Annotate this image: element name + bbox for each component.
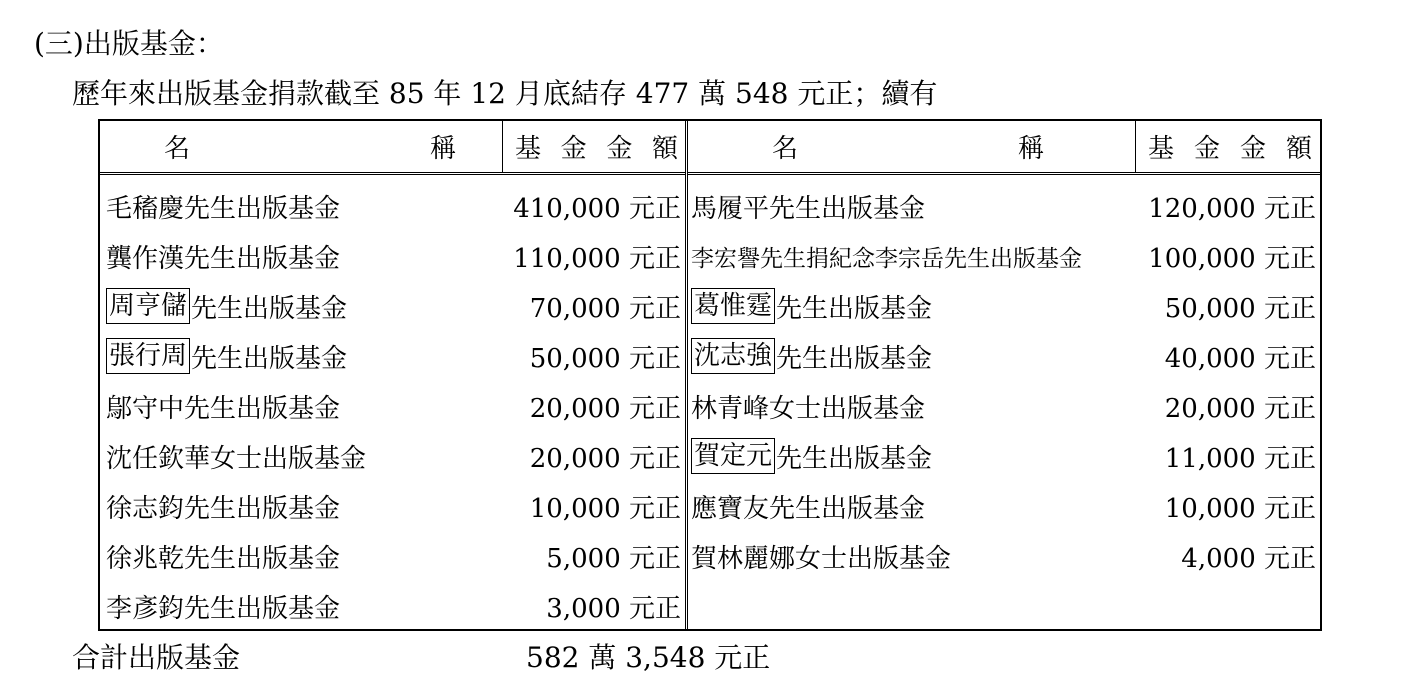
fund-name [691,481,925,531]
fund-name [691,531,951,581]
fund-amount: 5,000 元正 [546,543,681,574]
fund-name [691,181,925,231]
fund-name [691,281,932,331]
fund-name-text: 沈任欽華女士出版基金 [106,443,367,474]
fund-name [106,531,340,581]
boxed-name: 葛惟霆 [691,288,775,324]
header-amount-char: 基 [1148,134,1175,164]
fund-name-text: 毛稸慶先生出版基金 [106,193,341,224]
fund-name-text: 應寶友先生出版基金 [691,493,926,524]
header-name-char-2: 稱 [1017,134,1044,164]
fund-name [106,381,340,431]
header-amount-char: 金 [560,134,587,164]
fund-name [106,281,347,331]
header-name-char-1: 名 [772,134,799,164]
fund-name-text: 先生出版基金 [776,443,933,474]
fund-amount: 50,000 元正 [529,343,681,374]
fund-name-text: 徐兆乾先生出版基金 [106,543,341,574]
table-row [100,331,685,381]
fund-name [691,331,932,381]
fund-name-text: 先生出版基金 [776,293,933,324]
fund-name [106,331,347,381]
fund-amount: 70,000 元正 [529,293,681,324]
fund-name-text: 先生出版基金 [191,293,348,324]
boxed-name: 周亨儲 [106,288,190,324]
header-name-char-2: 稱 [429,134,456,164]
fund-name-text: 先生出版基金 [776,343,933,374]
fund-table [98,119,1322,631]
left-rows [100,181,685,631]
fund-table-left-half [100,121,688,629]
fund-name-text: 李宏譽先生捐紀念李宗岳先生出版基金 [691,245,1082,272]
table-row [100,181,685,231]
fund-name-text: 李彥鈞先生出版基金 [106,593,341,624]
table-row [688,381,1320,431]
total-value: 582 萬 3,548 元正 [526,641,771,674]
table-header [688,121,1320,175]
fund-amount: 4,000 元正 [1181,543,1316,574]
table-row [688,431,1320,481]
fund-amount: 20,000 元正 [1164,393,1316,424]
header-amount [502,121,684,172]
table-row [100,381,685,431]
fund-name [691,381,925,431]
fund-amount: 20,000 元正 [529,443,681,474]
boxed-name: 沈志強 [691,338,775,374]
fund-table-right-half [688,121,1320,629]
header-name-char-1: 名 [164,134,191,164]
table-row [688,231,1320,281]
header-amount [1135,121,1318,172]
fund-name-text: 馬履平先生出版基金 [691,193,926,224]
table-row [688,531,1320,581]
fund-name [691,431,932,481]
fund-amount: 110,000 元正 [513,243,681,274]
fund-name-text: 林青峰女士出版基金 [691,393,926,424]
fund-amount: 20,000 元正 [529,393,681,424]
boxed-name: 張行周 [106,338,190,374]
table-row [100,531,685,581]
header-amount-char: 金 [606,134,633,164]
header-amount-char: 金 [1239,134,1266,164]
fund-amount: 50,000 元正 [1164,293,1316,324]
fund-amount: 410,000 元正 [513,193,681,224]
fund-name-text: 賀林麗娜女士出版基金 [691,543,952,574]
fund-name [106,481,340,531]
fund-name-text: 徐志鈞先生出版基金 [106,493,341,524]
fund-name [106,581,340,631]
table-row [688,331,1320,381]
boxed-name: 賀定元 [691,438,775,474]
fund-name [106,181,340,231]
table-row [688,181,1320,231]
fund-name-text: 先生出版基金 [191,343,348,374]
header-name [164,121,456,172]
intro-text: 歷年來出版基金捐款截至 85 年 12 月底結存 477 萬 548 元正；續有 [72,77,938,110]
fund-name-text: 龔作漢先生出版基金 [106,243,341,274]
header-amount-char: 額 [1285,134,1312,164]
table-row [100,431,685,481]
fund-amount: 11,000 元正 [1164,443,1316,474]
fund-name [106,231,340,281]
header-name [772,121,1044,172]
fund-amount: 120,000 元正 [1148,193,1316,224]
header-amount-char: 額 [651,134,678,164]
fund-amount: 10,000 元正 [529,493,681,524]
fund-name [691,231,1082,281]
fund-amount: 3,000 元正 [546,593,681,624]
right-rows [688,181,1320,581]
fund-name-text: 鄔守中先生出版基金 [106,393,341,424]
header-amount-char: 基 [515,134,542,164]
header-amount-char: 金 [1193,134,1220,164]
total-label: 合計出版基金 [72,641,241,674]
fund-amount: 10,000 元正 [1164,493,1316,524]
table-row [688,481,1320,531]
table-row [100,281,685,331]
table-row [100,231,685,281]
table-header [100,121,685,175]
section-heading: (三)出版基金： [34,27,224,60]
fund-name [106,431,366,481]
table-row [688,281,1320,331]
fund-amount: 100,000 元正 [1148,243,1316,274]
table-row [100,481,685,531]
fund-amount: 40,000 元正 [1164,343,1316,374]
table-row [100,581,685,631]
